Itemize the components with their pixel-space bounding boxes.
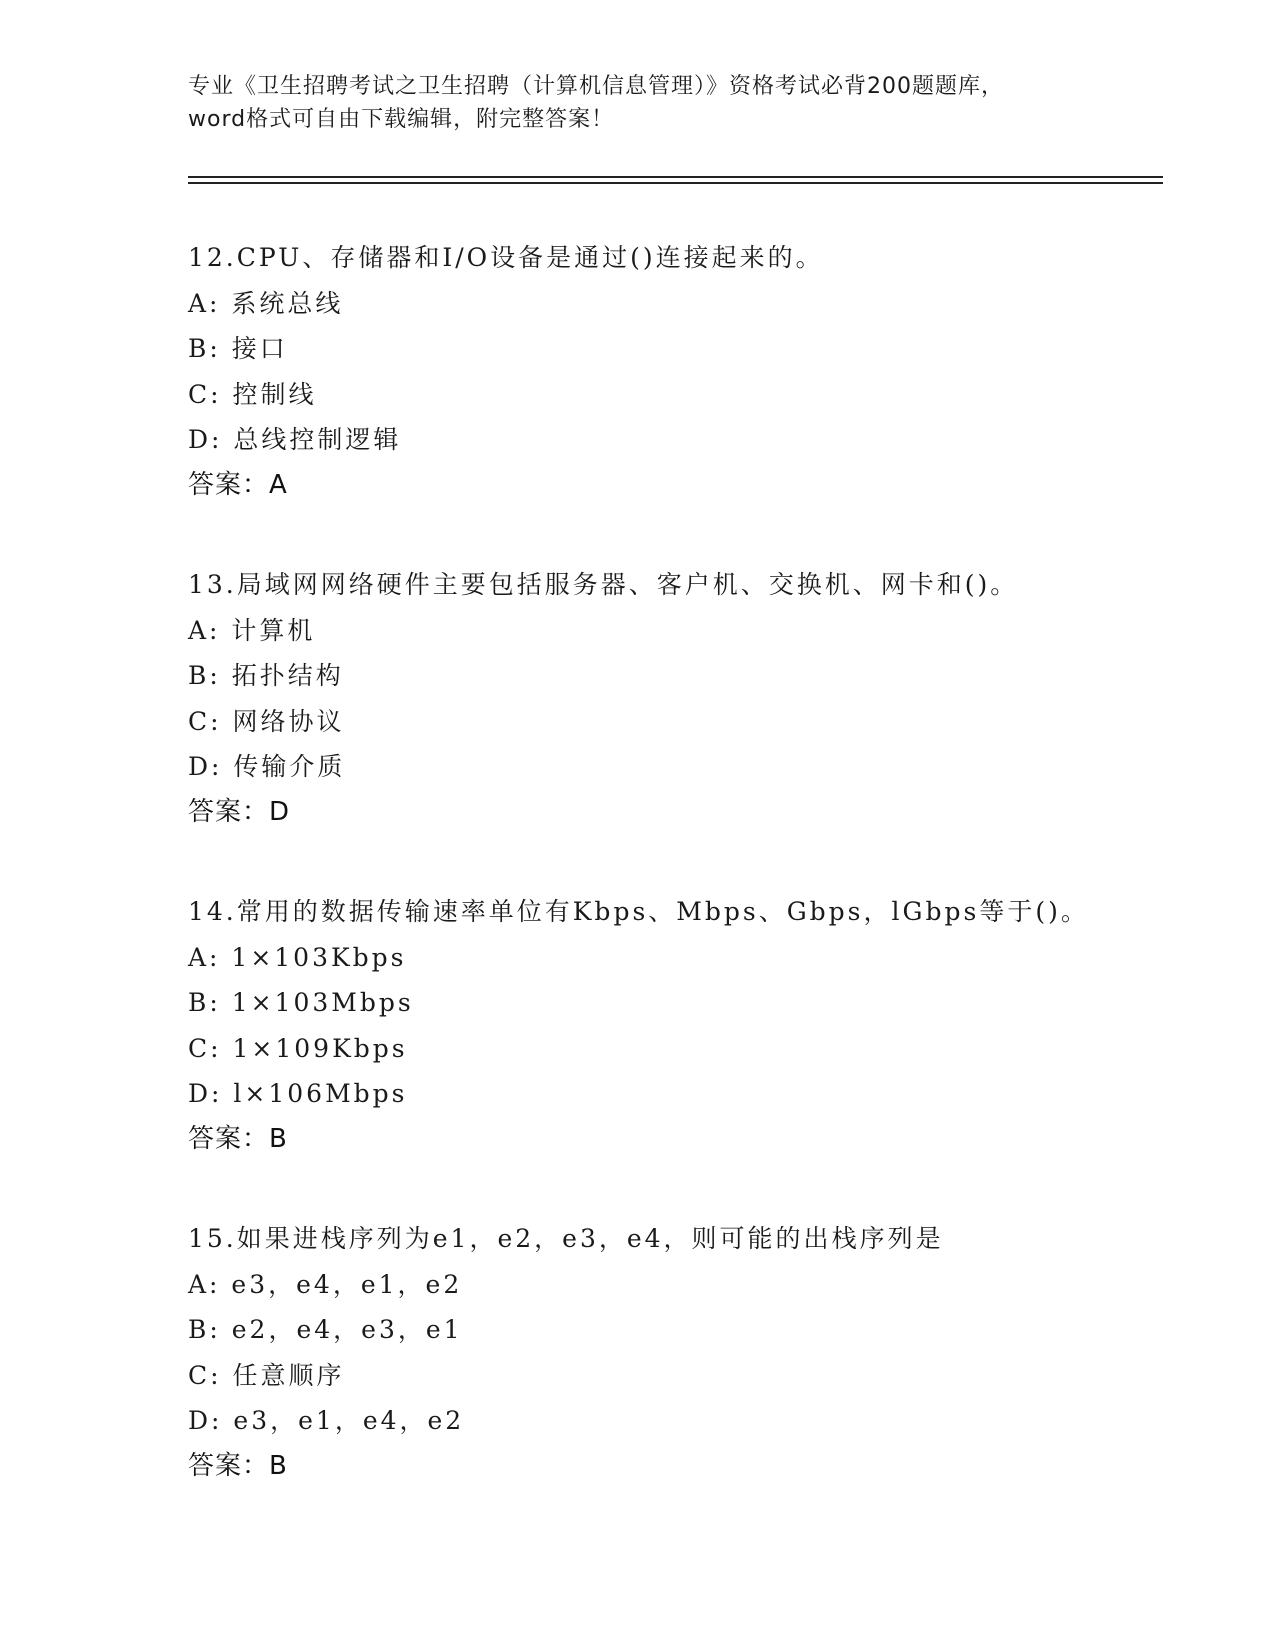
option-d: D: l×106Mbps	[188, 1079, 408, 1108]
option-b: B: 1×103Mbps	[188, 988, 414, 1017]
option-b: B: 拓扑结构	[188, 661, 344, 690]
option-d: D: 传输介质	[188, 752, 346, 781]
header-subtitle-line: word格式可自由下载编辑，附完整答案！	[188, 107, 615, 132]
question-list	[188, 235, 1163, 1543]
question-14	[188, 889, 1163, 1162]
header-title-line: 专业《卫生招聘考试之卫生招聘（计算机信息管理）》资格考试必背200题题库，	[188, 74, 1004, 99]
option-a: A: e3，e4，e1，e2	[188, 1269, 463, 1299]
question-stem: 13.局域网网络硬件主要包括服务器、客户机、交换机、网卡和()。	[188, 570, 1019, 599]
answer-label: 答案：B	[188, 1450, 288, 1481]
option-d: D: 总线控制逻辑	[188, 425, 402, 454]
question-stem: 14.常用的数据传输速率单位有Kbps、Mbps、Gbps，lGbps等于()。	[188, 897, 1089, 926]
header-divider-top	[188, 176, 1163, 178]
question-15	[188, 1216, 1163, 1489]
option-c: C: 1×109Kbps	[188, 1033, 408, 1063]
option-b: B: 接口	[188, 334, 288, 363]
question-stem: 12.CPU、存储器和I/O设备是通过()连接起来的。	[188, 243, 824, 272]
option-c: C: 任意顺序	[188, 1360, 345, 1390]
option-a: A: 系统总线	[188, 288, 344, 318]
option-a: A: 1×103Kbps	[188, 942, 407, 972]
option-b: B: e2，e4，e3，e1	[188, 1315, 463, 1344]
question-13	[188, 562, 1163, 835]
option-c: C: 控制线	[188, 379, 317, 409]
header-divider-bottom	[188, 182, 1163, 184]
answer-label: 答案：A	[188, 469, 288, 500]
option-a: A: 计算机	[188, 615, 316, 645]
question-stem: 15.如果进栈序列为e1，e2，e3，e4，则可能的出栈序列是	[188, 1224, 944, 1253]
question-12	[188, 235, 1163, 508]
answer-label: 答案：B	[188, 1123, 288, 1154]
option-c: C: 网络协议	[188, 706, 345, 736]
answer-label: 答案：D	[188, 796, 291, 827]
document-header	[188, 70, 1088, 136]
option-d: D: e3，e1，e4，e2	[188, 1406, 465, 1435]
